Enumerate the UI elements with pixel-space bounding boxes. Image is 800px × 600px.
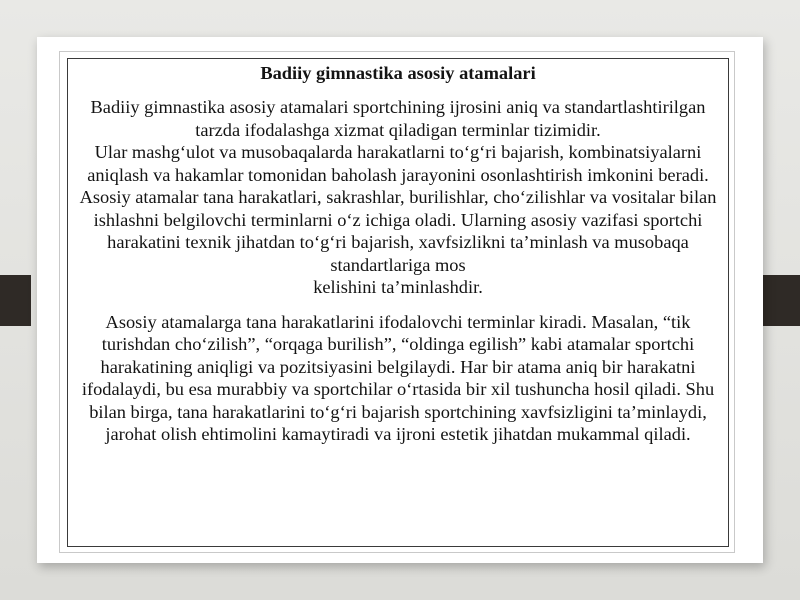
paragraph-purpose-end: kelishini ta’minlashdir.: [313, 277, 483, 297]
slide: [37, 37, 763, 563]
paragraph-purpose: Ular mashg‘ulot va musobaqalarda harakatlarni to‘g‘ri bajarish, kombinatsiyalarni aniqlash va hakamlar tomonidan baholash jarayonini osonlashtirish imkonini beradi. Asosiy atamalar tana harakatlari, sakrashlar, burilishlar, cho‘zilishlar va vositalar bilan ishlashni belgilovchi terminlarni o‘z ichiga oladi. Ularning asosiy vazifasi sportchi harakatini texnik jihatdan to‘g‘ri bajarish, xavfsizlikni ta’minlash va musobaqa standartlariga mos: [79, 142, 717, 275]
slide-title: Badiiy gimnastika asosiy atamalari: [260, 63, 536, 83]
paragraph-intro: Badiiy gimnastika asosiy atamalari sportchining ijrosini aniq va standartlashtirilgan tarzda ifodalashga xizmat qiladigan terminlar tizimidir.: [90, 97, 706, 140]
slide-content: [77, 62, 719, 446]
paragraph-examples: Asosiy atamalarga tana harakatlarini ifodalovchi terminlar kiradi. Masalan, “tik turishdan cho‘zilish”, “orqaga burilish”, “oldinga egilish” kabi atamalar sportchi harakatining aniqligi va pozitsiyasini belgilaydi. Har bir atama aniq bir harakatni ifodalaydi, bu esa murabbiy va sportchilar o‘rtasida bir xil tushuncha hosil qiladi. Shu bilan birga, tana harakatlarini to‘g‘ri bajarish sportchining xavfsizligini ta’minlaydi, jarohat olish ehtimolini kamaytiradi va ijroni estetik jihatdan mukammal qiladi.: [81, 311, 715, 444]
left-side-tab: [0, 275, 31, 326]
